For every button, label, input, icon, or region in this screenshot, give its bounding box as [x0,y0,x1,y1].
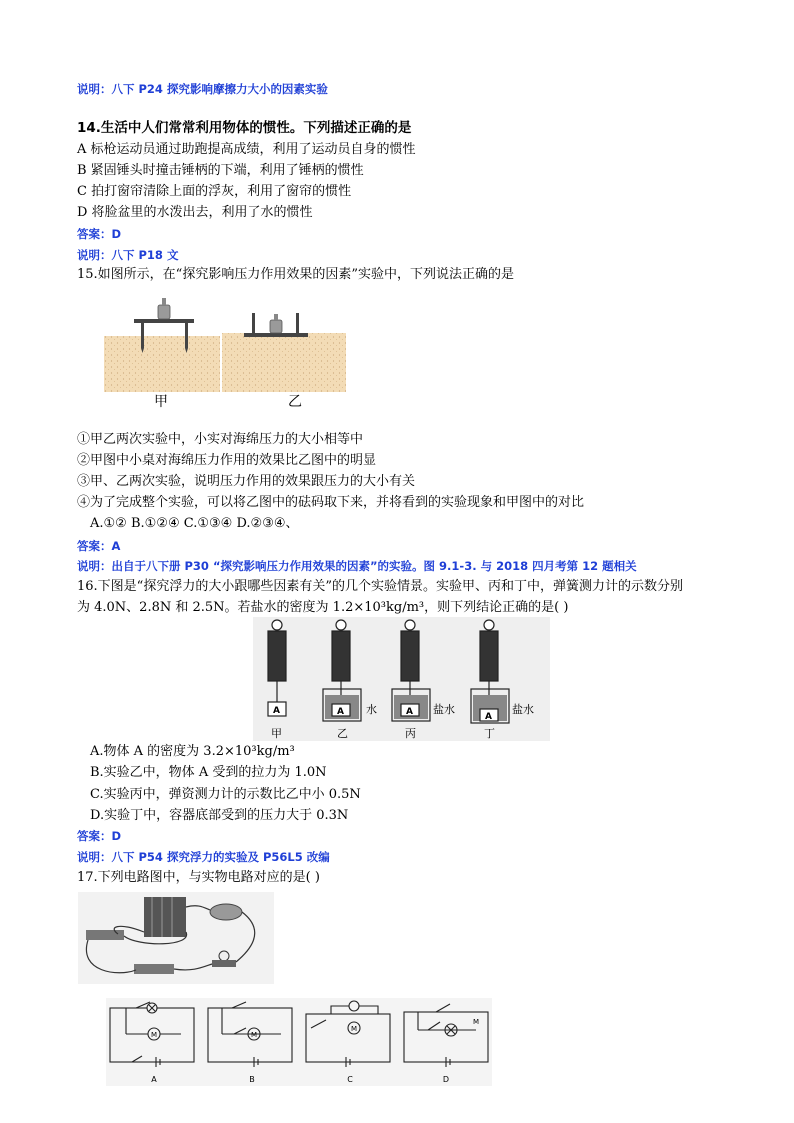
q16-option-b: B.实验乙中，物体 A 受到的拉力为 1.0N [90,765,327,780]
q15-stem: 15.如图所示，在“探究影响压力作用效果的因素”实验中，下列说法正确的是 [77,267,514,282]
q16-figure [253,617,550,741]
q14-answer: 答案：D [77,227,122,241]
q15-statement-1: ①甲乙两次实验中，小实对海绵压力的大小相等中 [77,432,364,447]
bulb-icon [219,951,229,961]
circuit-label-d: D [442,1075,450,1084]
motor-symbol-b: M [250,1031,258,1039]
note-top: 说明：八下 P24 探究影响摩擦力大小的因素实验 [77,82,328,96]
q17-real-circuit-svg [78,892,274,984]
q15-statement-3: ③甲、乙两次实验，说明压力作用的效果跟压力的大小有关 [77,474,416,489]
switch-2-icon [134,964,174,974]
q14-option-c: C 拍打窗帘清除上面的浮灰，利用了窗帘的惯性 [77,184,352,199]
liquid-label-brine-1: 盐水 [433,703,455,716]
q14-note: 说明：八下 P18 文 [77,248,179,262]
q15-choices: A.①② B.①②④ C.①③④ D.②③④、 [90,516,299,531]
q16-label-bing: 丙 [405,727,416,740]
q16-stem-line1: 16.下图是“探究浮力的大小跟哪些因素有关”的几个实验情景。实验甲、丙和丁中，弹簧测力计的示数分别 [77,579,683,594]
q16-stem-line2: 为 4.0N、2.8N 和 2.5N。若盐水的密度为 1.2×10³kg/m³，则下列结论正确的是( ) [77,600,569,615]
q16-label-jia: 甲 [271,727,282,740]
q15-label-jia: 甲 [154,394,168,410]
table-inverted-yi [244,313,308,337]
motor-icon [210,904,242,920]
q15-note: 说明：出自于八下册 P30 “探究影响压力作用效果的因素”的实验。图 9.1-3. 与 2018 四月考第 12 题相关 [77,559,637,573]
q16-figure-svg [253,617,550,741]
block-a-ding: A [485,712,492,722]
circuit-label-a: A [151,1075,157,1084]
block-a-jia: A [273,706,280,716]
spring-scale-jia [268,620,286,716]
q14-option-d: D 将脸盆里的水泼出去，利用了水的惯性 [77,205,313,220]
q14-option-a: A 标枪运动员通过助跑提高成绩，利用了运动员自身的惯性 [77,142,416,157]
sponge-jia [104,336,220,392]
q16-label-yi: 乙 [337,727,348,740]
q15-figure-svg [104,293,346,411]
motor-symbol-c: M [350,1025,358,1033]
switch-1-icon [86,930,124,940]
battery-box-icon [144,897,186,937]
block-a-yi: A [337,707,344,717]
circuit-label-b: B [249,1075,255,1084]
q15-label-yi: 乙 [288,394,302,410]
q17-stem: 17.下列电路图中，与实物电路对应的是( ) [77,870,320,885]
motor-symbol-a: M [150,1031,158,1039]
q15-answer: 答案：A [77,539,121,553]
q16-label-ding: 丁 [484,727,495,740]
block-a-bing: A [406,707,413,717]
q17-options-figure [106,998,492,1086]
liquid-label-water: 水 [366,703,377,716]
q15-statement-2: ②甲图中小桌对海绵压力作用的效果比乙图中的明显 [77,453,377,468]
sponge-yi [222,333,346,392]
q14-stem: 14.生活中人们常常利用物体的惯性。下列描述正确的是 [77,120,412,136]
q17-real-circuit [78,892,274,984]
liquid-label-brine-2: 盐水 [512,703,534,716]
q16-note: 说明：八下 P54 探究浮力的实验及 P56L5 改编 [77,850,330,864]
q16-option-a: A.物体 A 的密度为 3.2×10³kg/m³ [90,744,295,759]
q17-options-svg [106,998,492,1086]
q14-option-b: B 紧固锤头时撞击锤柄的下端，利用了锤柄的惯性 [77,163,364,178]
q16-answer: 答案：D [77,829,122,843]
q15-statement-4: ④为了完成整个实验，可以将乙图中的砝码取下来，并将看到的实验现象和甲图中的对比 [77,495,585,510]
motor-symbol-d: M [472,1018,480,1026]
q16-option-d: D.实验丁中，容器底部受到的压力大于 0.3N [90,808,349,823]
circuit-label-c: C [347,1075,353,1084]
q15-figure [104,293,346,411]
q16-option-c: C.实验丙中，弹资测力计的示数比乙中小 0.5N [90,787,361,802]
